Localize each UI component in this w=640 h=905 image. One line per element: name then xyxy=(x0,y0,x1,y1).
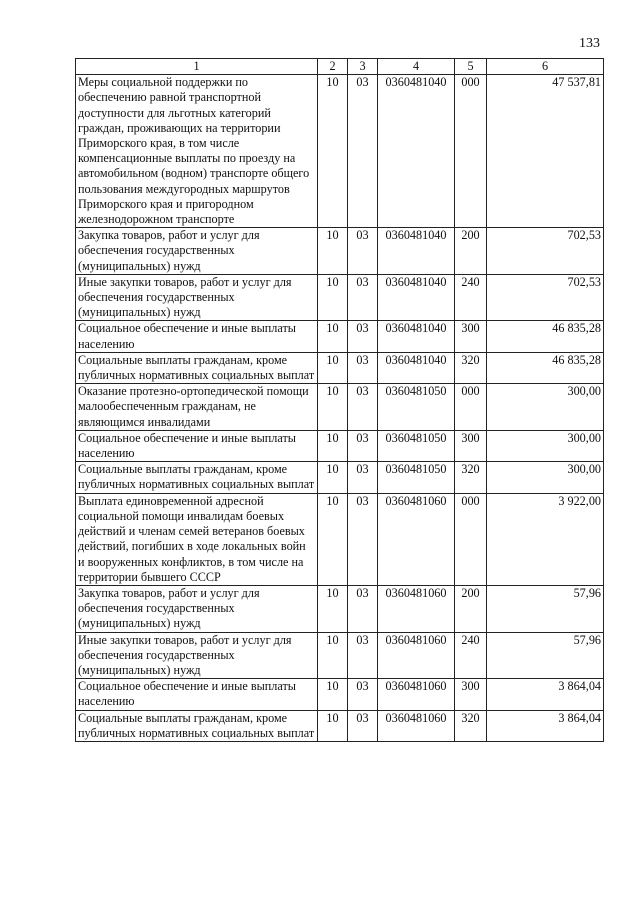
row-name-cell: Социальные выплаты гражданам, кроме публичных нормативных социальных выплат xyxy=(76,710,318,741)
header-cell: 2 xyxy=(318,59,348,75)
row-name-cell: Социальное обеспечение и иные выплаты населению xyxy=(76,430,318,461)
table-row xyxy=(76,274,604,321)
row-amount-cell: 300,00 xyxy=(487,430,604,461)
row-section-cell: 10 xyxy=(318,321,348,352)
row-section-cell: 10 xyxy=(318,493,348,585)
row-name-cell: Иные закупки товаров, работ и услуг для обеспечения государственных (муниципальных) нужд xyxy=(76,274,318,321)
table-row xyxy=(76,75,604,228)
row-amount-cell: 47 537,81 xyxy=(487,75,604,228)
row-type-cell: 240 xyxy=(455,274,487,321)
page-number: 133 xyxy=(579,36,600,51)
row-name-cell: Закупка товаров, работ и услуг для обеспечения государственных (муниципальных) нужд xyxy=(76,228,318,275)
row-name-cell: Социальное обеспечение и иные выплаты населению xyxy=(76,679,318,710)
row-subsection-cell: 03 xyxy=(348,632,378,679)
row-subsection-cell: 03 xyxy=(348,430,378,461)
row-target-cell: 0360481060 xyxy=(378,710,455,741)
row-subsection-cell: 03 xyxy=(348,585,378,632)
row-amount-cell: 3 864,04 xyxy=(487,679,604,710)
row-subsection-cell: 03 xyxy=(348,679,378,710)
row-subsection-cell: 03 xyxy=(348,352,378,383)
row-type-cell: 300 xyxy=(455,430,487,461)
header-cell: 5 xyxy=(455,59,487,75)
row-amount-cell: 702,53 xyxy=(487,228,604,275)
table-row xyxy=(76,384,604,431)
row-section-cell: 10 xyxy=(318,585,348,632)
row-amount-cell: 702,53 xyxy=(487,274,604,321)
row-target-cell: 0360481060 xyxy=(378,493,455,585)
row-section-cell: 10 xyxy=(318,274,348,321)
header-cell: 3 xyxy=(348,59,378,75)
row-name-cell: Социальные выплаты гражданам, кроме публичных нормативных социальных выплат xyxy=(76,352,318,383)
row-subsection-cell: 03 xyxy=(348,384,378,431)
table-body xyxy=(76,75,604,742)
row-target-cell: 0360481040 xyxy=(378,352,455,383)
row-subsection-cell: 03 xyxy=(348,75,378,228)
row-target-cell: 0360481040 xyxy=(378,228,455,275)
row-type-cell: 200 xyxy=(455,228,487,275)
table-row xyxy=(76,493,604,585)
row-subsection-cell: 03 xyxy=(348,321,378,352)
row-section-cell: 10 xyxy=(318,352,348,383)
row-amount-cell: 46 835,28 xyxy=(487,352,604,383)
table-row xyxy=(76,430,604,461)
row-subsection-cell: 03 xyxy=(348,710,378,741)
row-name-cell: Оказание протезно-ортопедической помощи малообеспеченным гражданам, не являющимся инвалидами xyxy=(76,384,318,431)
row-type-cell: 000 xyxy=(455,493,487,585)
row-section-cell: 10 xyxy=(318,710,348,741)
table-row xyxy=(76,585,604,632)
row-target-cell: 0360481060 xyxy=(378,632,455,679)
row-name-cell: Иные закупки товаров, работ и услуг для обеспечения государственных (муниципальных) нужд xyxy=(76,632,318,679)
table-row xyxy=(76,321,604,352)
row-amount-cell: 57,96 xyxy=(487,632,604,679)
row-type-cell: 200 xyxy=(455,585,487,632)
table-row xyxy=(76,462,604,493)
row-section-cell: 10 xyxy=(318,679,348,710)
row-section-cell: 10 xyxy=(318,75,348,228)
row-target-cell: 0360481040 xyxy=(378,321,455,352)
row-subsection-cell: 03 xyxy=(348,228,378,275)
row-name-cell: Выплата единовременной адресной социальной помощи инвалидам боевых действий и членам семей ветеранов боевых действий, погибших в ходе локальных войн и вооруженных конфликтов, в том числе на территории бывшего СССР xyxy=(76,493,318,585)
row-type-cell: 320 xyxy=(455,710,487,741)
budget-table xyxy=(75,58,604,742)
header-cell: 6 xyxy=(487,59,604,75)
table-row xyxy=(76,710,604,741)
row-type-cell: 240 xyxy=(455,632,487,679)
row-type-cell: 000 xyxy=(455,384,487,431)
row-target-cell: 0360481040 xyxy=(378,274,455,321)
row-type-cell: 320 xyxy=(455,462,487,493)
table-row xyxy=(76,632,604,679)
row-amount-cell: 46 835,28 xyxy=(487,321,604,352)
header-cell: 1 xyxy=(76,59,318,75)
row-section-cell: 10 xyxy=(318,462,348,493)
row-section-cell: 10 xyxy=(318,228,348,275)
row-section-cell: 10 xyxy=(318,384,348,431)
row-target-cell: 0360481050 xyxy=(378,384,455,431)
row-name-cell: Социальные выплаты гражданам, кроме публичных нормативных социальных выплат xyxy=(76,462,318,493)
row-amount-cell: 3 864,04 xyxy=(487,710,604,741)
row-name-cell: Социальное обеспечение и иные выплаты населению xyxy=(76,321,318,352)
table-row xyxy=(76,352,604,383)
row-type-cell: 000 xyxy=(455,75,487,228)
row-type-cell: 320 xyxy=(455,352,487,383)
row-type-cell: 300 xyxy=(455,321,487,352)
row-subsection-cell: 03 xyxy=(348,462,378,493)
header-cell: 4 xyxy=(378,59,455,75)
table-row xyxy=(76,228,604,275)
row-target-cell: 0360481050 xyxy=(378,462,455,493)
row-subsection-cell: 03 xyxy=(348,493,378,585)
table-row xyxy=(76,679,604,710)
row-target-cell: 0360481060 xyxy=(378,679,455,710)
row-type-cell: 300 xyxy=(455,679,487,710)
row-amount-cell: 300,00 xyxy=(487,384,604,431)
row-subsection-cell: 03 xyxy=(348,274,378,321)
row-target-cell: 0360481050 xyxy=(378,430,455,461)
row-target-cell: 0360481040 xyxy=(378,75,455,228)
row-section-cell: 10 xyxy=(318,632,348,679)
row-target-cell: 0360481060 xyxy=(378,585,455,632)
row-name-cell: Закупка товаров, работ и услуг для обеспечения государственных (муниципальных) нужд xyxy=(76,585,318,632)
row-amount-cell: 3 922,00 xyxy=(487,493,604,585)
table-header-row xyxy=(76,59,604,75)
row-name-cell: Меры социальной поддержки по обеспечению равной транспортной доступности для льготных категорий граждан, проживающих на территории Приморского края, в том числе компенсационные выплаты по проезду на автомобильном (водном) транспорте общего пользования междугородных маршрутов Приморского края и пригородном железнодорожном транспорте xyxy=(76,75,318,228)
row-section-cell: 10 xyxy=(318,430,348,461)
row-amount-cell: 57,96 xyxy=(487,585,604,632)
row-amount-cell: 300,00 xyxy=(487,462,604,493)
